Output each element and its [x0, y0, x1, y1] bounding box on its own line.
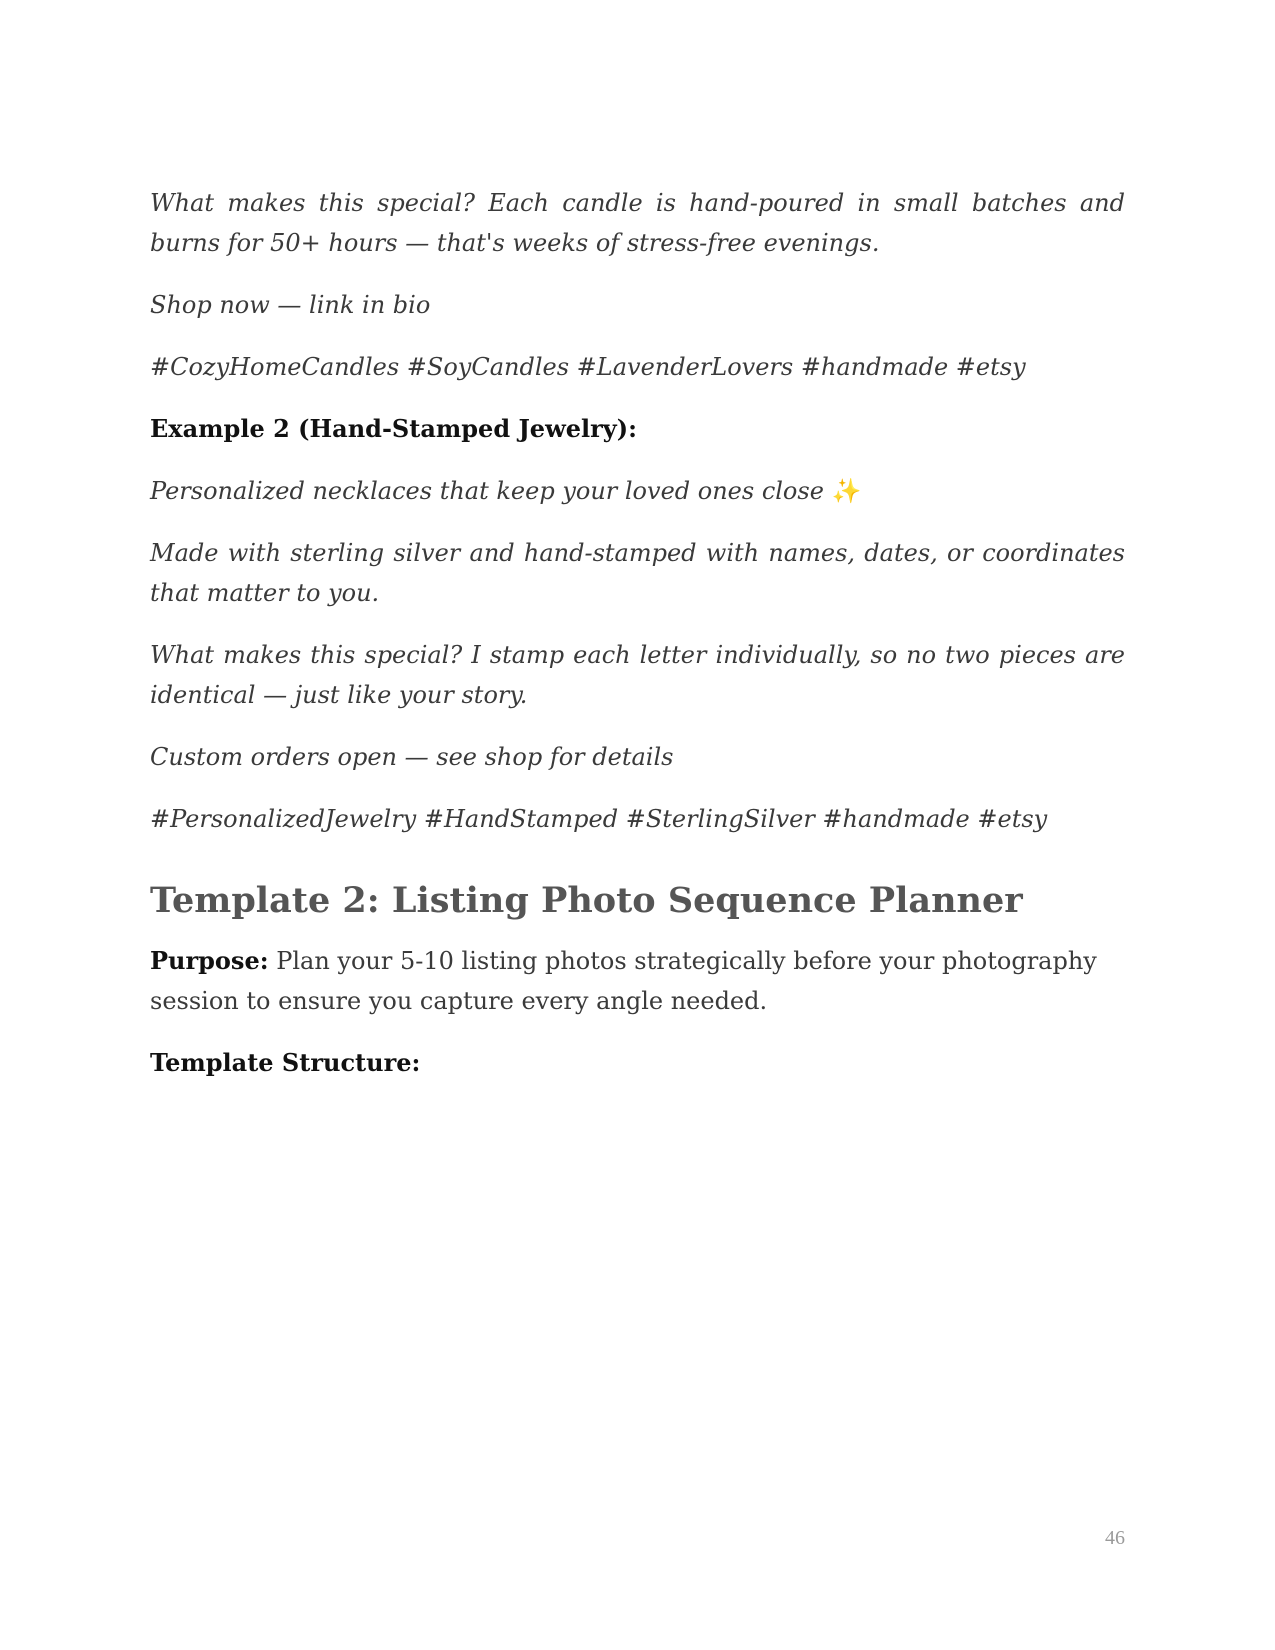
candle-hashtags-paragraph: #CozyHomeCandles #SoyCandles #LavenderLovers #handmade #etsy	[150, 353, 1026, 381]
sparkle-icon: ✨	[831, 477, 862, 505]
template-structure-heading: Template Structure:	[150, 1048, 421, 1077]
jewelry-hook-text: Personalized necklaces that keep your loved ones close	[150, 477, 824, 505]
page-number: 46	[1105, 1527, 1125, 1549]
example-2-heading: Example 2 (Hand-Stamped Jewelry):	[150, 414, 637, 443]
jewelry-cta-paragraph: Custom orders open — see shop for details	[150, 743, 674, 771]
jewelry-special-paragraph: What makes this special? I stamp each letter individually, so no two pieces are identical — just like your story.	[150, 641, 1125, 709]
jewelry-hashtags-paragraph: #PersonalizedJewelry #HandStamped #SterlingSilver #handmade #etsy	[150, 805, 1048, 833]
candle-cta-paragraph: Shop now — link in bio	[150, 291, 431, 319]
section-title: Template 2: Listing Photo Sequence Planner	[150, 880, 1023, 921]
jewelry-hook-paragraph	[150, 471, 1125, 511]
purpose-paragraph	[150, 941, 1125, 1021]
purpose-label: Purpose:	[150, 946, 269, 975]
purpose-text: Plan your 5-10 listing photos strategically before your photography session to ensure you capture every angle needed.	[150, 947, 1097, 1015]
candle-special-paragraph: What makes this special? Each candle is hand-poured in small batches and burns for 50+ hours — that's weeks of stress-free evenings.	[150, 189, 1125, 257]
jewelry-made-paragraph: Made with sterling silver and hand-stamped with names, dates, or coordinates that matter to you.	[150, 539, 1125, 607]
document-page	[150, 183, 1125, 1083]
